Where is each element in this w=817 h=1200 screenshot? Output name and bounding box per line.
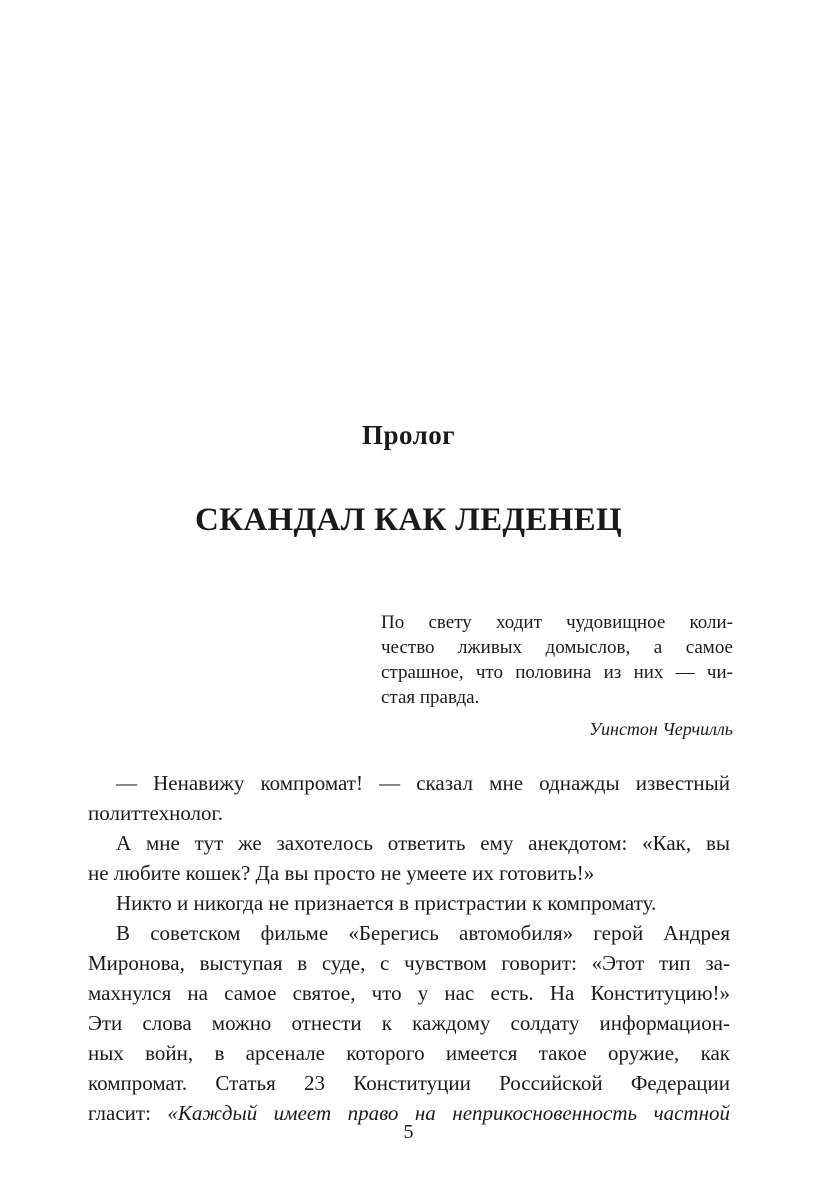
page-number: 5 xyxy=(403,1121,414,1143)
paragraph-line: политтехнолог. xyxy=(88,801,224,825)
line-prefix: гласит: xyxy=(88,1101,168,1125)
paragraph-line: Миронова, выступая в суде, с чувством говорит: «Этот тип за- xyxy=(88,951,730,975)
chapter-title: СКАНДАЛ КАК ЛЕДЕНЕЦ xyxy=(195,502,622,538)
epigraph-line: стая правда. xyxy=(381,687,480,708)
paragraph-line: В советском фильме «Берегись автомобиля» герой Андрея xyxy=(116,921,730,945)
chapter-label: Пролог xyxy=(361,420,456,450)
paragraph-line: махнулся на самое святое, что у нас есть. На Конституцию!» xyxy=(88,981,730,1005)
paragraph-line: ных войн, в арсенале которого имеется такое оружие, как xyxy=(88,1041,730,1065)
epigraph xyxy=(381,610,733,742)
body-text xyxy=(88,768,730,1128)
epigraph-line: страшное, что половина из них — чи- xyxy=(381,662,733,683)
paragraph-line: А мне тут же захотелось ответить ему анекдотом: «Как, вы xyxy=(116,831,730,855)
paragraph-line: — Ненавижу компромат! — сказал мне однажды известный xyxy=(116,771,730,795)
paragraph-line: Эти слова можно отнести к каждому солдату информацион- xyxy=(88,1011,730,1035)
epigraph-line: чество лживых домыслов, а самое xyxy=(381,637,733,658)
paragraph-line: Никто и никогда не признается в пристрастии к компромату. xyxy=(116,891,657,915)
paragraph-line: не любите кошек? Да вы просто не умеете их готовить!» xyxy=(88,861,595,885)
paragraph-line: компромат. Статья 23 Конституции Российской Федерации xyxy=(88,1071,730,1095)
epigraph-line: По свету ходит чудовищное коли- xyxy=(381,612,733,633)
constitution-quote: «Каждый имеет право на неприкосновенность частной xyxy=(167,1101,730,1125)
epigraph-author: Уинстон Черчилль xyxy=(589,719,733,739)
